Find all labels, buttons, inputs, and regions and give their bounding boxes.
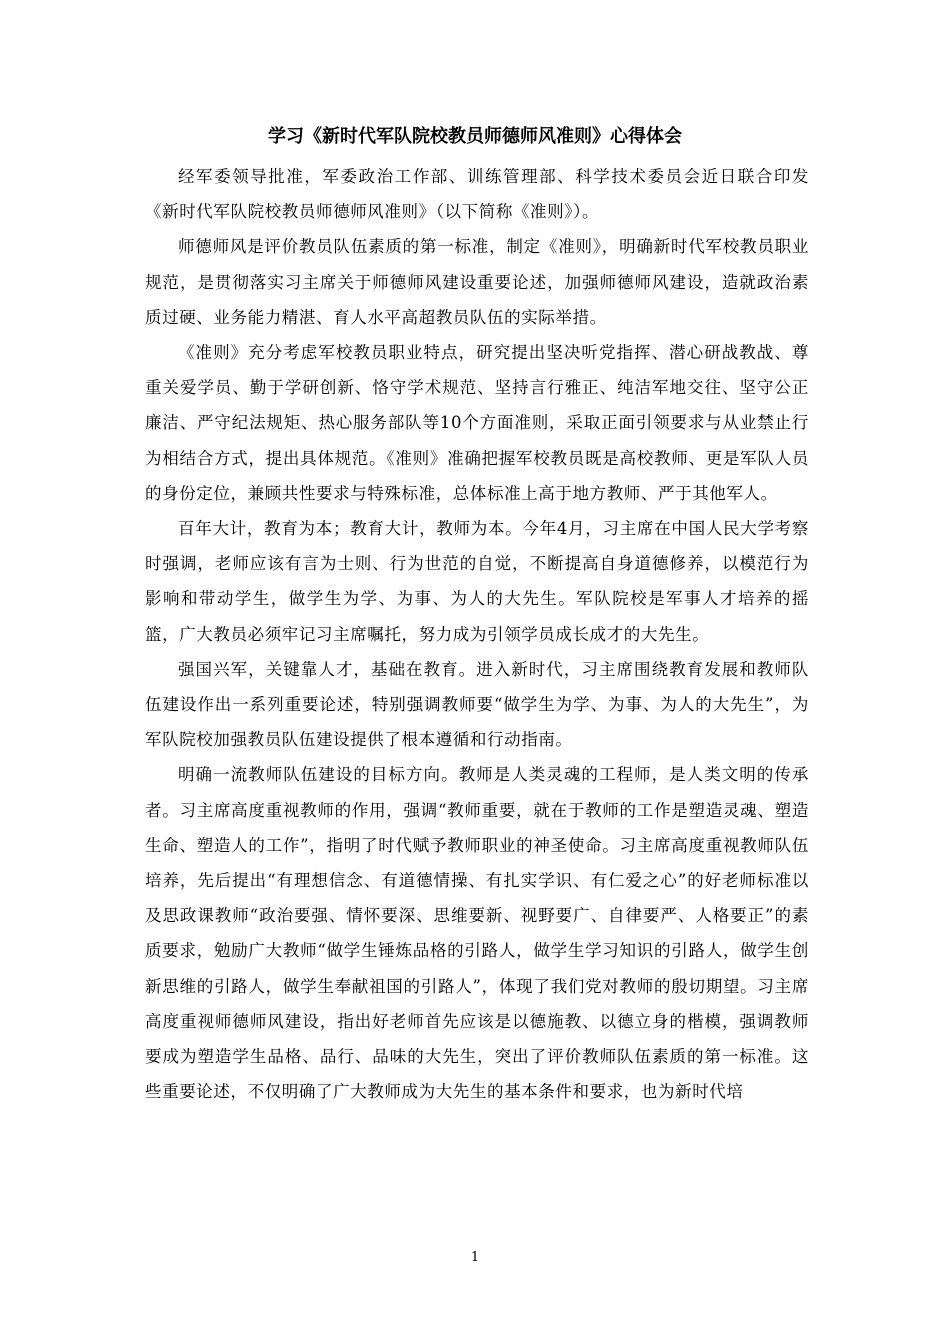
paragraph-2: 师德师风是评价教员队伍素质的第一标准，制定《准则》，明确新时代军校教员职业规范，是贯彻落实习主席关于师德师风建设重要论述，加强师德师风建设，造就政治素质过硬、业务能力精湛、育人水平高超教员队伍的实际举措。 [145, 237, 809, 327]
document-body [145, 159, 809, 1109]
paragraph-5: 强国兴军，关键靠人才，基础在教育。进入新时代，习主席围绕教育发展和教师队伍建设作出一系列重要论述，特别强调教师要“做学生为学、为事、为人的大先生”，为军队院校加强教员队伍建设提供了根本遵循和行动指南。 [145, 659, 809, 750]
paragraph-3: 《准则》充分考虑军校教员职业特点，研究提出坚决听党指挥、潜心研战教战、尊重关爱学员、勤于学研创新、恪守学术规范、坚持言行雅正、纯洁军地交往、坚守公正廉洁、严守纪法规矩、热心服务部队等10个方面准则，采取正面引领要求与从业禁止行为相结合方式，提出具体规范。《准则》准确把握军校教员既是高校教师、更是军队人员的身份定位，兼顾共性要求与特殊标准，总体标准上高于地方教师、严于其他军人。 [145, 343, 809, 503]
page-number: 1 [470, 1250, 480, 1265]
paragraph-4: 百年大计，教育为本；教育大计，教师为本。今年4月，习主席在中国人民大学考察时强调，老师应该有言为士则、行为世范的自觉，不断提高自身道德修养，以模范行为影响和带动学生，做学生为学、为事、为人的大先生。军队院校是军事人才培养的摇篮，广大教员必须牢记习主席嘱托，努力成为引领学员成长成才的大先生。 [145, 519, 809, 644]
paragraph-6: 明确一流教师队伍建设的目标方向。教师是人类灵魂的工程师，是人类文明的传承者。习主席高度重视教师的作用，强调“教师重要，就在于教师的工作是塑造灵魂、塑造生命、塑造人的工作”，指明了时代赋予教师职业的神圣使命。习主席高度重视教师队伍培养，先后提出“有理想信念、有道德情操、有扎实学识、有仁爱之心”的好老师标准以及思政课教师“政治要强、情怀要深、思维要新、视野要广、自律要严、人格要正”的素质要求，勉励广大教师“做学生锤炼品格的引路人，做学生学习知识的引路人，做学生创新思维的引路人，做学生奉献祖国的引路人”，体现了我们党对教师的殷切期望。习主席高度重视师德师风建设，指出好老师首先应该是以德施教、以德立身的楷模，强调教师要成为塑造学生品格、品行、品味的大先生，突出了评价教师队伍素质的第一标准。这些重要论述，不仅明确了广大教师成为大先生的基本条件和要求，也为新时代培 [145, 765, 809, 1102]
paragraph-1: 经军委领导批准，军委政治工作部、训练管理部、科学技术委员会近日联合印发《新时代军队院校教员师德师风准则》（以下简称《准则》）。 [145, 167, 809, 222]
document-title: 学习《新时代军队院校教员师德师风准则》心得体会 [268, 126, 682, 147]
